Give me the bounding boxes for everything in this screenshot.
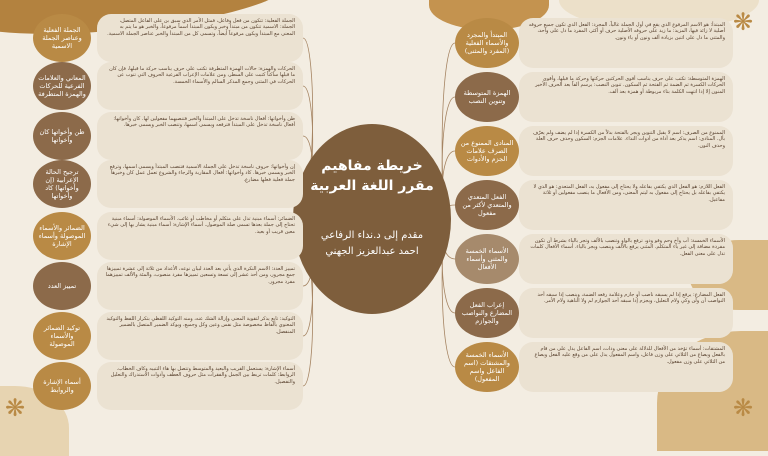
- concept-node: الأسماء الخمسة والمثنى وأسماء الأفعال: [456, 234, 520, 284]
- concept-description: ظن وأخواتها: أفعال ناسخة تدخل على المبتدأ والخبر فتنصبهما مفعولين لها. كان وأخواتها: أفعال ناسخة تدخل على المبتدأ فترفعه ويسمى اسمها، وتنصب الخبر ويسمى خبرها.: [98, 112, 304, 160]
- concept-description: الهمزة المتوسطة: تكتب على حرف يناسب أقوى الحركتين حركتها وحركة ما قبلها، وأقوى الحركات الكسرة ثم الضمة ثم الفتحة ثم السكون. تنوين النصب: يرسم ألفاً بعد الحرف الأخير المنون إلا إذا انتهت الكلمة بتاء مربوطة أو همزة بعد ألف.: [520, 72, 734, 122]
- concept-description: أسماء الإشارة: يستعمل القريب والبعيد والمتوسط وتتصل بها هاء التنبيه وكاف الخطاب. الروابط: كلمات تربط بين الجمل والفقرات مثل حروف العطف وأدوات الاستدراك والتعليل والتفصيل.: [98, 362, 304, 410]
- concept-description: المبتدأ: هو الاسم المرفوع الذي يقع في أول الجملة غالباً، المجرد: الفعل الذي تكون جميع حروفه أصلية لا زائد فيها، المزيد: ما زيد على حروفه الأصلية حرف أو أكثر، المفرد ما دل على واحد، والمثنى ما دل على اثنين بزيادة ألف ونون أو ياء ونون.: [520, 18, 734, 68]
- author-name: احمد عبدالعزيز الجهني: [326, 246, 420, 257]
- concept-node: إعراب الفعل المضارع والنواصب والجوازم: [456, 288, 520, 338]
- concept-description: الأسماء الخمسة: أب وأخ وحم وفو وذو، ترفع بالواو وتنصب بالألف وتجر بالياء بشرط أن تكون مفردة مضافة إلى غير ياء المتكلم. المثنى يرفع بالألف وينصب ويجر بالياء. أسماء الأفعال كلمات تدل على معنى الفعل.: [520, 234, 734, 284]
- flower-ornament-icon: ❋: [734, 8, 755, 36]
- concept-description: الحركات والهمزة: حالات الهمزة المتطرفة تكتب على حرف يناسب حركة ما قبلها، فإن كان ما قبلها ساكناً كتبت على السطر، ومن علامات الإعراب الفرعية الحروف التي تنوب عن الحركات في المثنى وجمع المذكر السالم والأسماء الخمسة.: [98, 62, 304, 110]
- concept-node: تمييز العدد: [34, 262, 92, 310]
- concept-description: المشتقات: أسماء تؤخذ من الأفعال للدلالة على معنى وذات، اسم الفاعل يدل على من قام بالفعل ويصاغ من الثلاثي على وزن فاعل، واسم المفعول يدل على من وقع عليه الفعل ويصاغ من الثلاثي على وزن مفعول.: [520, 342, 734, 392]
- flower-ornament-icon: ❋: [734, 394, 755, 422]
- concept-node: توكيد الضمائر والأسماء الموصولة: [34, 312, 92, 360]
- concept-description: الضمائر: أسماء مبنية تدل على متكلم أو مخاطب أو غائب. الأسماء الموصولة: أسماء مبنية تحتاج إلى جملة بعدها تسمى صلة الموصول. أسماء الإشارة: أسماء مبنية يشار بها إلى شيء معين قريب أو بعيد.: [98, 212, 304, 260]
- concept-node: الهمزة المتوسطة وتنوين النصب: [456, 72, 520, 122]
- concept-node: ظن وأخواتها كان وأخواتها: [34, 112, 92, 160]
- concept-node: أسماء الإشارة والروابط: [34, 362, 92, 410]
- concept-description: الممنوع من الصرف: اسم لا يقبل التنوين ويجر بالفتحة بدلاً من الكسرة إذا لم يضف ولم يعرّف بأل. المنادى: اسم يذكر بعد أداة من أدوات النداء. علامات الجزم: السكون وحذف حرف العلة وحذف النون.: [520, 126, 734, 176]
- author-block: [294, 228, 452, 260]
- map-title: خريطة مفاهيم مقرر اللغة العربية: [311, 158, 435, 194]
- concept-node: المعاني والعلامات الفرعية للحركات والهمزة المتطرفة: [34, 62, 92, 110]
- concept-description: الفعل اللازم: هو الفعل الذي يكتفي بفاعله ولا يحتاج إلى مفعول به، الفعل المتعدي: هو الذي لا يكتفي بفاعله بل يحتاج إلى مفعول به ليتم المعنى، ومن الأفعال ما ينصب مفعولين أو ثلاثة مفاعيل.: [520, 180, 734, 230]
- presented-to: مقدم إلى د.نداء الرفاعي: [321, 230, 425, 241]
- concept-node: الجملة الفعلية وعناصر الجملة الاسمية: [34, 14, 92, 62]
- flower-ornament-icon: ❋: [6, 394, 27, 422]
- concept-description: الجملة الفعلية: تتكون من فعل وفاعل، فمثل الأمر الذي سبق بن على الفاعل المتصل، الجملة: الاسمية تتكون من مبتدأ وخبر ويكون المبتدأ اسماً مرفوعاً، والخبر هو ما يتم به المعنى مع المبتدأ ويكون مرفوعاً أيضاً، وتسمى كل من المبتدأ والخبر عناصر الجملة الاسمية.: [98, 14, 304, 62]
- concept-node: المبتدأ والمجرد والأسماء الفعلية (المفرد والمثنى): [456, 18, 520, 68]
- concept-node: الضمائر والأسماء الموصولة وأسماء الإشارة: [34, 212, 92, 260]
- concept-node: الفعل المتعدي والمتعدي لأكثر من مفعول: [456, 180, 520, 230]
- concept-node: ترجيح الحالة الإعرابية (إن وأخواتها) كاد وأخواتها: [34, 160, 92, 208]
- concept-description: الفعل المضارع: يرفع إذا لم يسبقه ناصب أو جازم وعلامة رفعه الضمة، وينصب إذا سبقه أحد النواصب أن ولن وكي ولام التعليل، ويجزم إذا سبقه أحد الجوازم لم ولا الناهية ولام الأمر.: [520, 288, 734, 338]
- concept-description: التوكيد: تابع يذكر لتقوية المعنى وإزالة الشك عنه، ومنه التوكيد اللفظي بتكرار اللفظ والتوكيد المعنوي بألفاظ مخصوصة مثل نفس وعين وكل وجميع، ويوكد الضمير المتصل بالضمير المنفصل.: [98, 312, 304, 360]
- concept-node: المنادى الممنوع من الصرف علامات الجزم والأدوات: [456, 126, 520, 176]
- central-node: [294, 124, 452, 314]
- concept-node: الأسماء الخمسة والمشتقات (اسم الفاعل واسم المفعول): [456, 342, 520, 392]
- concept-description: إن وأخواتها: حروف ناسخة تدخل على الجملة الاسمية فتنصب المبتدأ ويسمى اسمها، وترفع الخبر ويسمى خبرها. كاد وأخواتها: أفعال المقاربة والرجاء والشروع تعمل عمل كان وخبرها جملة فعلية فعلها مضارع.: [98, 160, 304, 208]
- concept-description: تمييز العدد: الاسم النكرة الذي يأتي بعد العدد لبيان نوعه، الأعداد من ثلاثة إلى عشرة تمييزها جمع مجرور، ومن أحد عشر إلى تسعة وتسعين تمييزها مفرد منصوب، والمئة والألف تمييزهما مفرد مجرور.: [98, 262, 304, 310]
